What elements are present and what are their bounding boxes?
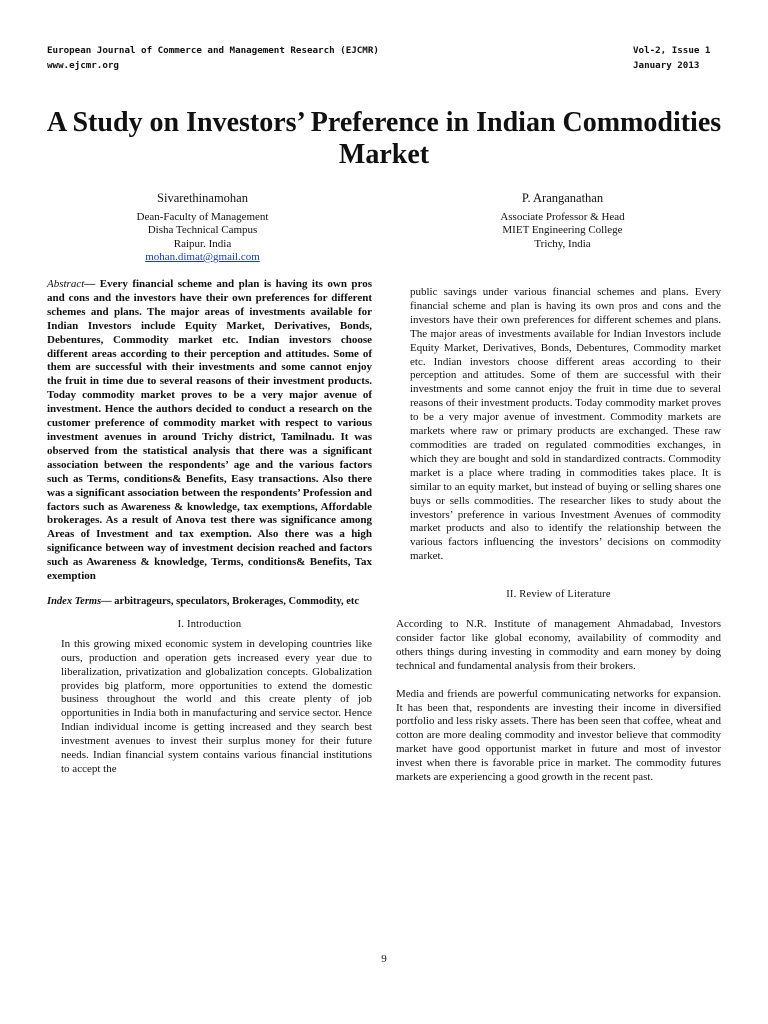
author-name: P. Aranganathan xyxy=(521,191,604,205)
section-heading-review: II. Review of Literature xyxy=(506,589,611,601)
author-institution: Disha Technical Campus xyxy=(147,224,258,236)
abstract-label: Abstract xyxy=(47,278,85,290)
review-paragraph-1: According to N.R. Institute of management Ahmadabad, Investors consider factor like global economy, availability of commodity and others things during investing in commodity and earn money by doing technical and fundamental analysis from their brokers. xyxy=(396,618,721,672)
volume-issue: Vol-2, Issue 1 xyxy=(633,45,711,56)
author-location: Raipur. India xyxy=(173,237,232,250)
introduction-continued-paragraph: public savings under various financial schemes and plans. Every financial scheme and plan is having its own pros and cons and the investors have their own preferences for different schemes and plans. The major areas of investments available for Indian Investors include Equity Market, Derivatives, Bonds, Debentures, Commodity market etc. Indian investors choose different areas according to their perception and attitudes. Some of them are successful with their investments and some cannot enjoy the fruit in time due to several reasons of their investment products. Today commodity market proves to be a very major avenue of investment. Commodity markets are markets where raw or primary products are exchanged. These raw commodities are traded on regulated commodities exchanges, in which they are bought and sold in standardized contracts. Commodity market is a place where trading in commodities takes place. It is similar to an equity market, but instead of buying or selling shares one buys or sells commodities. The researcher likes to study about the investors’ preference in various Investment Avenues of commodity market products and also to identify the relationship between the various factors influencing the investors’ decisions on commodity market. xyxy=(410,286,721,563)
author-role: Dean-Faculty of Management xyxy=(136,210,269,223)
introduction-paragraph: In this growing mixed economic system in developing countries like ours, production and operation gets increased every year due to liberalization, privatization and globalization concepts. Globalization provides big platform, more opportunities to extend the domestic business throughout the world and this create plenty of job opportunities in India both in manufacturing and service sector. Hence Indian individual income is getting increased and they search best investment avenues to invest their surplus money for their future needs. Indian financial system contains various financial institutions to accept the xyxy=(61,637,372,775)
author-email-link[interactable]: mohan.dimat@gmail.com xyxy=(145,251,260,263)
journal-website[interactable]: www.ejcmr.org xyxy=(47,60,119,71)
paper-title: A Study on Investors’ Preference in Indian Commodities Market xyxy=(46,106,722,170)
index-terms-label: Index Terms xyxy=(47,595,102,607)
author-role: Associate Professor & Head xyxy=(500,210,625,223)
review-paragraph-2: Media and friends are powerful communicating networks for expansion. It has been that, respondents are investing their income in diversified portfolio and less risky assets. There has been seen that coffee, wheat and cotton are more dealing commodity and investor believe that commodity market have good opportunist market in future and most of investor invest when there is favorable price in market. The commodity futures markets are experiencing a good growth in the recent past. xyxy=(396,687,721,784)
author-name: Sivarethinamohan xyxy=(157,191,248,205)
author-location: Trichy, India xyxy=(534,237,591,250)
index-terms xyxy=(47,595,372,608)
left-column xyxy=(47,278,372,777)
index-terms-text: — arbitrageurs, speculators, Brokerages, Commodity, etc xyxy=(101,595,360,607)
abstract xyxy=(47,278,372,584)
page-number: 9 xyxy=(381,953,387,965)
abstract-text: — Every financial scheme and plan is having its own pros and cons and the investors have their own preferences for different schemes and plans. The major areas of investments available for Indian Investors include Equity Market, Derivatives, Bonds, Debentures, Commodity market etc. Indian investors choose different areas according to their perception and attitudes. Some of them are successful with their investments and some cannot enjoy the fruit in time due to several reasons of their investment products. Today commodity market proves to be a very major avenue of investment. Hence the authors decided to conduct a research on the customer preference of commodity market with respect to various investment avenues in around Trichy district, Tamilnadu. It was observed from the statistical analysis that there was a significant association between the respondents’ age and the various factors such as Terms, conditions& Benefits, Easy transactions. Also there was a significant association between the respondents’ Profession and factors such as Awareness & knowledge, tax exemptions, Affordable brokerages. As a result of Anova test there was significance among Areas of Investment and tax exemption. Also there was a high significance between way of investment decision reached and factors such as Awareness & knowledge, Terms, conditions& Benefits, Tax exemption xyxy=(47,278,372,583)
author-block-2 xyxy=(455,192,670,251)
section-heading-introduction: I. Introduction xyxy=(177,618,242,630)
journal-name: European Journal of Commerce and Management Research (EJCMR) xyxy=(47,45,379,56)
running-header-bottom xyxy=(47,59,721,73)
running-header-top xyxy=(47,44,721,58)
issue-date: January 2013 xyxy=(633,60,700,71)
author-institution: MIET Engineering College xyxy=(502,224,623,236)
author-block-1 xyxy=(95,192,310,265)
right-column xyxy=(396,278,721,785)
